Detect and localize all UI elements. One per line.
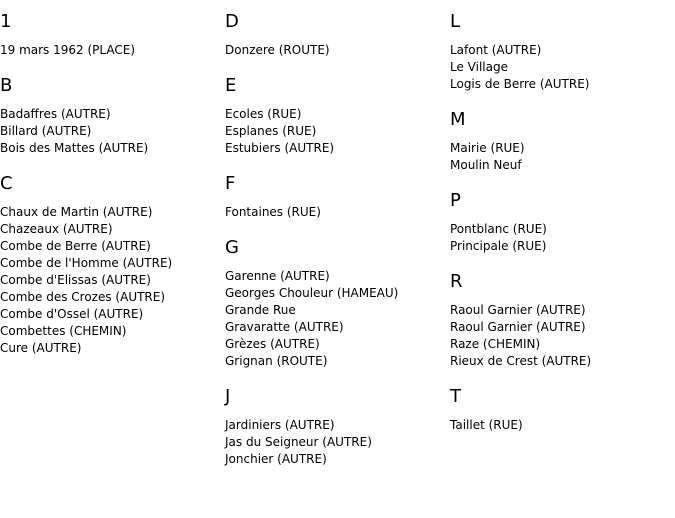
street-entry: Pontblanc (RUE): [450, 222, 547, 236]
street-entry: Principale (RUE): [450, 239, 547, 253]
letter-heading: 1: [0, 11, 12, 32]
letter-group: [0, 76, 225, 157]
street-entry: Esplanes (RUE): [225, 124, 317, 138]
street-list: [0, 42, 225, 59]
street-entry: Grèzes (AUTRE): [225, 337, 320, 351]
index-column-3: [450, 0, 675, 518]
street-entry: Moulin Neuf: [450, 158, 522, 172]
street-entry: Combe d'Elissas (AUTRE): [0, 273, 151, 287]
street-list: [225, 417, 450, 468]
letter-group: [225, 174, 450, 221]
street-entry: Gravaratte (AUTRE): [225, 320, 344, 334]
street-entry: Combe de l'Homme (AUTRE): [0, 256, 173, 270]
street-entry: Jonchier (AUTRE): [225, 452, 327, 466]
street-entry: Chazeaux (AUTRE): [0, 222, 113, 236]
street-entry: Logis de Berre (AUTRE): [450, 77, 590, 91]
street-entry: Lafont (AUTRE): [450, 43, 542, 57]
street-list: [450, 140, 675, 174]
street-list: [225, 106, 450, 157]
street-entry: Jas du Seigneur (AUTRE): [225, 435, 372, 449]
street-entry: Georges Chouleur (HAMEAU): [225, 286, 399, 300]
street-entry: Grande Rue: [225, 303, 296, 317]
letter-heading: J: [225, 386, 231, 407]
street-entry: Combe des Crozes (AUTRE): [0, 290, 166, 304]
street-entry: Grignan (ROUTE): [225, 354, 328, 368]
street-entry: Badaffres (AUTRE): [0, 107, 111, 121]
street-list: [0, 106, 225, 157]
street-entry: Raoul Garnier (AUTRE): [450, 303, 586, 317]
street-entry: Raze (CHEMIN): [450, 337, 541, 351]
letter-heading: R: [450, 271, 463, 292]
street-entry: Combettes (CHEMIN): [0, 324, 127, 338]
street-entry: Fontaines (RUE): [225, 205, 321, 219]
street-entry: Rieux de Crest (AUTRE): [450, 354, 592, 368]
street-entry: Chaux de Martin (AUTRE): [0, 205, 153, 219]
street-entry: Bois des Mattes (AUTRE): [0, 141, 149, 155]
street-list: [0, 204, 225, 357]
letter-group: [450, 110, 675, 174]
letter-heading: L: [450, 11, 461, 32]
street-list: [450, 221, 675, 255]
letter-heading: F: [225, 173, 236, 194]
letter-heading: C: [0, 173, 13, 194]
street-entry: Estubiers (AUTRE): [225, 141, 335, 155]
letter-group: [0, 12, 225, 59]
letter-group: [450, 387, 675, 434]
letter-group: [450, 191, 675, 255]
street-list: [450, 417, 675, 434]
letter-heading: E: [225, 75, 237, 96]
street-entry: Donzere (ROUTE): [225, 43, 330, 57]
street-entry: Mairie (RUE): [450, 141, 525, 155]
letter-heading: P: [450, 190, 461, 211]
letter-heading: M: [450, 109, 466, 130]
letter-heading: G: [225, 237, 239, 258]
street-list: [225, 268, 450, 370]
street-list: [225, 204, 450, 221]
street-entry: Raoul Garnier (AUTRE): [450, 320, 586, 334]
street-entry: Combe d'Ossel (AUTRE): [0, 307, 144, 321]
street-list: [450, 302, 675, 370]
index-column-2: [225, 0, 450, 518]
street-entry: Garenne (AUTRE): [225, 269, 330, 283]
street-entry: Le Village: [450, 60, 508, 74]
street-list: [450, 42, 675, 93]
letter-group: [225, 238, 450, 370]
letter-heading: B: [0, 75, 13, 96]
street-entry: 19 mars 1962 (PLACE): [0, 43, 135, 57]
street-entry: Jardiniers (AUTRE): [225, 418, 335, 432]
letter-group: [225, 76, 450, 157]
letter-heading: T: [450, 386, 461, 407]
street-entry: Billard (AUTRE): [0, 124, 92, 138]
street-entry: Taillet (RUE): [450, 418, 523, 432]
letter-group: [450, 12, 675, 93]
letter-group: [225, 12, 450, 59]
letter-group: [225, 387, 450, 468]
letter-heading: D: [225, 11, 239, 32]
street-list: [225, 42, 450, 59]
street-entry: Ecoles (RUE): [225, 107, 302, 121]
index-column-1: [0, 0, 225, 518]
letter-group: [0, 174, 225, 357]
letter-group: [450, 272, 675, 370]
street-entry: Combe de Berre (AUTRE): [0, 239, 151, 253]
street-entry: Cure (AUTRE): [0, 341, 82, 355]
